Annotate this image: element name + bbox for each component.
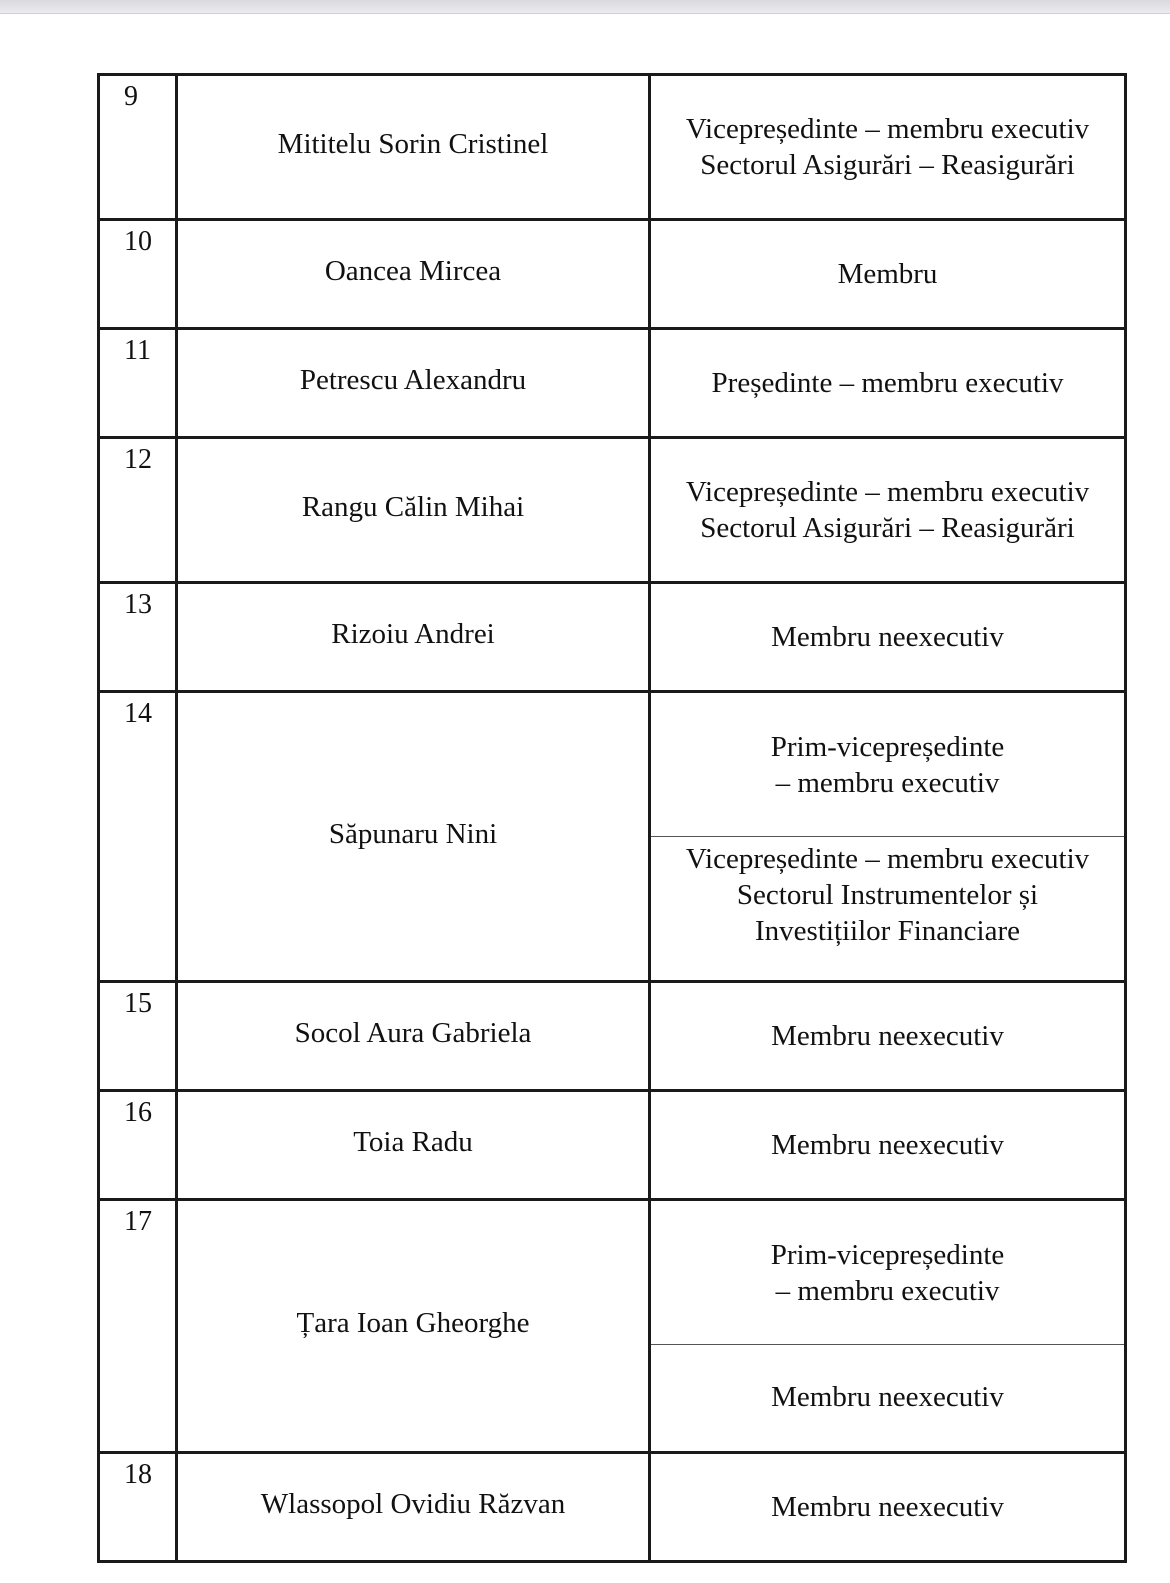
row-number: 17 [99,1200,177,1453]
role-line: Prim-vicepreședinte [770,731,1005,763]
row-number: 18 [99,1453,177,1562]
role-line: – membru executiv [775,1275,1000,1307]
role-entry [651,985,1124,1088]
table-row [99,692,1126,982]
table-row [99,583,1126,692]
member-role [650,583,1126,692]
member-role [650,329,1126,438]
table-row [99,329,1126,438]
role-entry [651,441,1124,580]
members-table [97,73,1127,1563]
member-role [650,220,1126,329]
member-name: Țara Ioan Gheorghe [177,1200,650,1453]
row-number: 10 [99,220,177,329]
member-role [650,1453,1126,1562]
role-line: Sectorul Asigurări – Reasigurări [700,512,1075,544]
role-entry [651,1456,1124,1559]
role-line: Membru neexecutiv [771,1129,1004,1161]
role-line: Vicepreședinte – membru executiv [685,842,1090,875]
role-line: Investițiilor Financiare [755,914,1020,947]
table-row [99,1200,1126,1453]
role-line: Membru neexecutiv [771,1491,1004,1523]
role-entry [651,223,1124,326]
member-name: Petrescu Alexandru [177,329,650,438]
role-entry [651,1344,1124,1450]
role-entry [651,586,1124,689]
role-line: Membru neexecutiv [771,1020,1004,1052]
member-name: Rizoiu Andrei [177,583,650,692]
table-row [99,220,1126,329]
table-row [99,1453,1126,1562]
role-line: Președinte – membru executiv [711,367,1064,399]
row-number: 12 [99,438,177,583]
table-row [99,438,1126,583]
table-row [99,75,1126,220]
role-entry [651,332,1124,435]
member-role [650,75,1126,220]
member-role [650,1091,1126,1200]
member-name: Rangu Călin Mihai [177,438,650,583]
row-number: 13 [99,583,177,692]
table-row [99,982,1126,1091]
row-number: 16 [99,1091,177,1200]
top-bar [0,0,1170,14]
role-entry [651,836,1124,979]
member-role [650,438,1126,583]
member-role [650,982,1126,1091]
role-line: Prim-vicepreședinte [770,1239,1005,1271]
role-line: Membru [837,258,938,290]
member-role [650,1200,1126,1453]
row-number: 15 [99,982,177,1091]
role-line: Vicepreședinte – membru executiv [685,113,1090,145]
role-line: Vicepreședinte – membru executiv [685,476,1090,508]
table-row [99,1091,1126,1200]
row-number: 14 [99,692,177,982]
member-name: Mititelu Sorin Cristinel [177,75,650,220]
member-name: Wlassopol Ovidiu Răzvan [177,1453,650,1562]
role-entry [651,78,1124,217]
role-line: Sectorul Instrumentelor și [736,878,1039,911]
role-line: – membru executiv [775,767,1000,799]
member-name: Săpunaru Nini [177,692,650,982]
role-line: Sectorul Asigurări – Reasigurări [700,149,1075,181]
role-entry [651,1094,1124,1197]
row-number: 11 [99,329,177,438]
role-line: Membru neexecutiv [771,1381,1004,1413]
role-entry [651,1203,1124,1344]
member-name: Socol Aura Gabriela [177,982,650,1091]
member-name: Oancea Mircea [177,220,650,329]
row-number: 9 [99,75,177,220]
role-line: Membru neexecutiv [771,621,1004,653]
member-name: Toia Radu [177,1091,650,1200]
member-role [650,692,1126,982]
role-entry [651,695,1124,836]
